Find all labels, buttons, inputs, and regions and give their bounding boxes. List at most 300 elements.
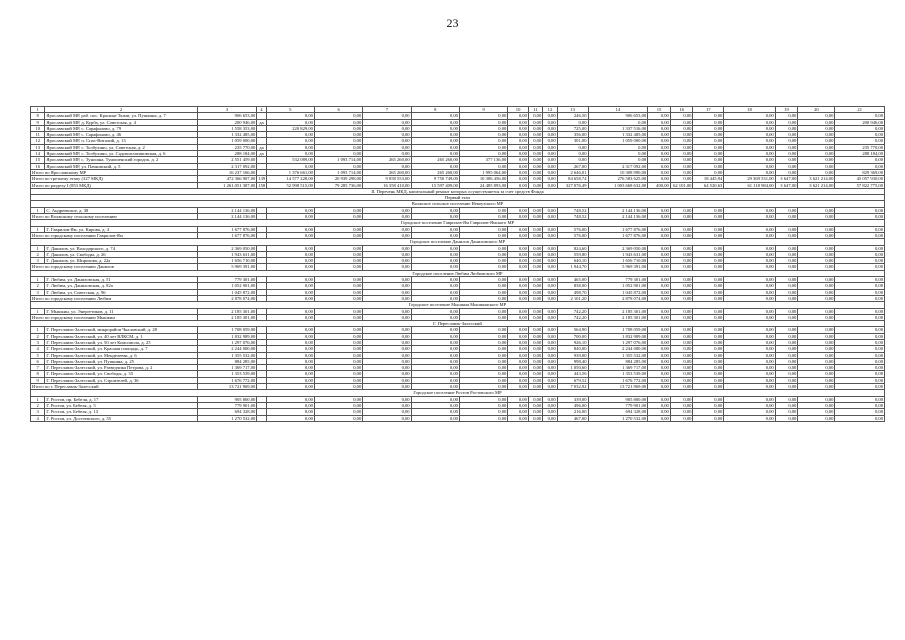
table-body (31, 107, 885, 422)
table-cell: 377 136,00 (459, 157, 507, 163)
table-cell: 2 185 301,00 (197, 308, 257, 314)
table-cell: 0,00 (528, 402, 542, 408)
table-cell: 1 677 876,00 (197, 232, 257, 238)
subtotal-label: Итого по городскому поселению Любим (31, 295, 198, 301)
table-cell: 0,00 (411, 277, 459, 283)
table-cell: 0,00 (648, 144, 671, 150)
address-cell: Ярославский МР, п. Спас-Виталий, д. 13 (45, 138, 197, 144)
column-header: 8 (411, 107, 459, 113)
table-cell: 0,00 (648, 245, 671, 251)
table-cell: 0,00 (798, 113, 835, 119)
address-cell: Ярославский МР, ул. Пачковский, д. 5 (45, 163, 197, 169)
table-cell: 0,00 (266, 358, 314, 364)
table-cell: 0,00 (459, 151, 507, 157)
table-cell: 0,00 (411, 144, 459, 150)
table-cell: 235 770,00 (835, 144, 885, 150)
table-cell: 62 101,00 (670, 182, 693, 188)
table-cell: 0,00 (266, 138, 314, 144)
table-cell: 0,00 (648, 371, 671, 377)
table-cell: 0,00 (459, 352, 507, 358)
table-cell: 0,00 (508, 182, 529, 188)
table-cell: 0,00 (775, 384, 798, 390)
table-cell: 0,00 (798, 258, 835, 264)
table-cell: 0,00 (693, 277, 724, 283)
table-cell: 0,00 (648, 289, 671, 295)
table-cell: 0,00 (798, 352, 835, 358)
table-cell: 2 101,20 (557, 295, 588, 301)
table-cell: 0,00 (528, 314, 542, 320)
row-number-cell: 1 (31, 327, 45, 333)
address-cell: Г. Гаврилов-Ям, ул. Кирова, д. 4 (45, 226, 197, 232)
table-cell: 0,00 (775, 245, 798, 251)
table-cell: 0,00 (693, 245, 724, 251)
table-cell: 0,00 (528, 365, 542, 371)
table-cell: 0,00 (724, 169, 775, 175)
table-cell: 5 969 391,00 (588, 264, 648, 270)
table-cell: 0,00 (670, 339, 693, 345)
table-cell: 0,00 (459, 207, 507, 213)
table-cell: 0,00 (266, 144, 314, 150)
table-cell: 57 822 775,00 (835, 182, 885, 188)
table-cell: 0,00 (543, 358, 557, 364)
table-cell: 1 337 516,00 (588, 125, 648, 131)
table-cell: 0,00 (798, 138, 835, 144)
table-cell: да (257, 119, 266, 125)
table-cell: 0,00 (363, 214, 411, 220)
table-cell: 0,00 (543, 415, 557, 421)
table-cell: 1 270 532,00 (197, 415, 257, 421)
table-cell: 0,00 (314, 264, 362, 270)
table-cell: 0,00 (528, 176, 542, 182)
table-cell: 905 800,00 (197, 396, 257, 402)
table-cell: 1 656 710,00 (588, 258, 648, 264)
table-cell: 0,00 (314, 138, 362, 144)
table-cell: 1 353 539,00 (588, 371, 648, 377)
table-cell: 2 185 301,00 (197, 314, 257, 320)
table-cell: 0,00 (543, 396, 557, 402)
table-cell: 29 369 531,00 (724, 176, 775, 182)
table-cell: 9 058 553,00 (363, 176, 411, 182)
table-cell: 0,00 (693, 384, 724, 390)
table-cell: 0,00 (459, 333, 507, 339)
program-table (30, 106, 885, 422)
table-cell: 0,00 (528, 377, 542, 383)
table-cell: 0,00 (670, 283, 693, 289)
address-cell: Г. Любим, ул. Даниловская, д. 51 (45, 277, 197, 283)
table-cell: 235 770,00 (197, 144, 257, 150)
table-cell: 0,00 (528, 251, 542, 257)
table-cell: 0,00 (528, 232, 542, 238)
row-number-cell: 3 (31, 289, 45, 295)
table-cell: 0,00 (798, 157, 835, 163)
table-cell: 0,00 (411, 333, 459, 339)
table-cell: 0,00 (363, 346, 411, 352)
table-cell: 0,00 (724, 346, 775, 352)
table-cell: 0,00 (266, 333, 314, 339)
table-cell: 0,00 (266, 264, 314, 270)
row-number-cell: 5 (31, 352, 45, 358)
table-cell: 0,00 (835, 289, 885, 295)
table-cell: 1 369 717,00 (197, 365, 257, 371)
table-cell: 0,00 (363, 352, 411, 358)
table-cell: 0,00 (363, 264, 411, 270)
table-cell: 679,52 (557, 377, 588, 383)
table-cell: 0,00 (798, 365, 835, 371)
table-cell: 0,00 (724, 157, 775, 163)
table-cell: 0,00 (459, 327, 507, 333)
column-header: 11 (528, 107, 542, 113)
table-cell: 0,00 (459, 132, 507, 138)
table-cell: 0,00 (459, 125, 507, 131)
table-cell: 61 118 984,00 (724, 182, 775, 188)
table-cell: 496,00 (557, 402, 588, 408)
table-cell: 694 328,00 (588, 409, 648, 415)
address-cell: С. Андреевское, д. 38 (45, 207, 197, 213)
table-cell: 0,00 (314, 119, 362, 125)
table-cell: 576,00 (557, 226, 588, 232)
table-cell: 0,00 (459, 402, 507, 408)
table-cell: 0,00 (314, 396, 362, 402)
address-cell: Г. Переславль-Залесский, ул. Свободы, д. 35 (45, 371, 197, 377)
table-cell: 0,00 (528, 138, 542, 144)
table-cell: 0,00 (363, 384, 411, 390)
table-cell: 2 144 136,00 (588, 214, 648, 220)
table-cell: 840,00 (557, 346, 588, 352)
table-cell: 1 093 714,00 (314, 169, 362, 175)
table-cell: 0,00 (670, 289, 693, 295)
table-cell: 0,00 (835, 163, 885, 169)
table-cell: 0,00 (693, 289, 724, 295)
table-cell: 0,00 (798, 402, 835, 408)
table-cell: 0,00 (798, 214, 835, 220)
table-cell: 472 366 907,00 (197, 176, 257, 182)
table-cell: 0,00 (266, 384, 314, 390)
table-cell: 0,00 (798, 207, 835, 213)
table-cell: 0,00 (775, 226, 798, 232)
section-title: Г. Переславль-Залесский (31, 321, 885, 327)
table-cell: 0,00 (508, 346, 529, 352)
table-cell: 0,00 (543, 182, 557, 188)
table-cell: 0,00 (508, 151, 529, 157)
table-cell: 0,00 (648, 365, 671, 371)
table-cell: 0,00 (528, 226, 542, 232)
table-cell: 559,80 (557, 251, 588, 257)
table-cell: 0,00 (411, 226, 459, 232)
table-cell: 0,00 (411, 384, 459, 390)
table-cell: 0,00 (648, 358, 671, 364)
table-cell: 0,00 (459, 346, 507, 352)
table-cell: 0,00 (508, 232, 529, 238)
table-cell: 24 485 893,00 (459, 182, 507, 188)
table-cell: 0,00 (543, 402, 557, 408)
table-cell: 0,00 (670, 226, 693, 232)
table-cell: 0,00 (648, 258, 671, 264)
table-cell: 906 653,00 (588, 113, 648, 119)
table-cell: 0,00 (724, 415, 775, 421)
table-cell: 265 260,00 (411, 169, 459, 175)
table-cell: да (257, 151, 266, 157)
table-cell: 13 721 969,00 (197, 384, 257, 390)
table-cell: 779 901,00 (588, 402, 648, 408)
table-cell: 0,00 (508, 214, 529, 220)
table-cell: 0,00 (798, 409, 835, 415)
table-cell: 0,00 (508, 144, 529, 150)
table-cell: 0,00 (798, 333, 835, 339)
table-cell: 0,00 (648, 339, 671, 345)
table-cell: 0,00 (670, 151, 693, 157)
table-cell: 0,00 (543, 119, 557, 125)
table-cell: 0,00 (798, 314, 835, 320)
table-cell: 0,00 (411, 289, 459, 295)
table-cell: 742,20 (557, 308, 588, 314)
table-cell: 356,00 (557, 132, 588, 138)
table-cell: 0,00 (508, 251, 529, 257)
table-cell: 0,00 (670, 119, 693, 125)
table-cell: 0,00 (363, 295, 411, 301)
table-cell: 0,00 (508, 258, 529, 264)
table-cell: 0,00 (314, 365, 362, 371)
table-cell: 14 577 228,00 (266, 176, 314, 182)
table-cell: 0,00 (835, 339, 885, 345)
table-cell: 246,50 (557, 113, 588, 119)
table-cell: 0,00 (670, 409, 693, 415)
table-cell: 0,00 (314, 277, 362, 283)
table-cell: 0,00 (528, 283, 542, 289)
table-cell: 0,00 (459, 371, 507, 377)
table-cell: 0,00 (363, 258, 411, 264)
table-cell: 0,00 (266, 365, 314, 371)
table-cell: 0,00 (798, 251, 835, 257)
table-cell: 0,00 (266, 113, 314, 119)
table-cell: 0,00 (835, 346, 885, 352)
table-cell: 0,00 (411, 358, 459, 364)
table-cell: 640,10 (557, 258, 588, 264)
table-cell: 0,00 (543, 163, 557, 169)
table-cell: 0,00 (266, 377, 314, 383)
table-cell: 0,00 (528, 214, 542, 220)
table-cell: 2 369 050,00 (197, 245, 257, 251)
table-cell: 0,00 (459, 264, 507, 270)
table-cell: 0,00 (411, 365, 459, 371)
column-header: 1 (31, 107, 45, 113)
table-cell: 15 597 409,00 (411, 182, 459, 188)
row-number-cell: 2 (31, 333, 45, 339)
table-cell: 1 832 989,00 (197, 333, 257, 339)
table-cell: 0,00 (411, 295, 459, 301)
address-cell: Г. Ростов, ул. Достоевского, д. 55 (45, 415, 197, 421)
table-cell: 0,00 (528, 132, 542, 138)
table-cell: 0,00 (724, 258, 775, 264)
address-cell: Г. Ростов, пр. Бебеля, д. 17 (45, 396, 197, 402)
table-cell: 0,00 (528, 113, 542, 119)
table-cell: 0,00 (557, 119, 588, 125)
row-number-cell: 4 (31, 415, 45, 421)
table-cell: 0,00 (314, 308, 362, 314)
table-cell: 0,00 (266, 163, 314, 169)
subtotal-label: Итого по городскому поселению Мышкин (31, 314, 198, 320)
table-cell: 79 285 736,00 (314, 182, 362, 188)
table-cell: 0,00 (835, 207, 885, 213)
address-cell: Г. Переславль-Залесский, ул. Строителей, д. 36 (45, 377, 197, 383)
table-cell: 0,00 (543, 144, 557, 150)
table-cell: 0,00 (543, 352, 557, 358)
table-cell: 0,00 (314, 232, 362, 238)
table-cell: 0,00 (543, 277, 557, 283)
table-cell: 0,00 (775, 251, 798, 257)
table-cell: 3 647,00 (775, 182, 798, 188)
table-cell: 0,00 (724, 277, 775, 283)
table-cell: 0,00 (363, 289, 411, 295)
table-cell: 0,00 (693, 415, 724, 421)
table-cell: 1 943 631,00 (588, 251, 648, 257)
table-cell: 0,00 (670, 314, 693, 320)
table-cell: 0,00 (670, 308, 693, 314)
table-cell: 0,00 (528, 264, 542, 270)
table-cell: 0,00 (798, 119, 835, 125)
table-cell: 2 646,01 (557, 169, 588, 175)
table-cell: 0,00 (835, 226, 885, 232)
table-cell: 0,00 (693, 163, 724, 169)
table-cell: 0,00 (411, 151, 459, 157)
table-cell: 0,00 (798, 339, 835, 345)
table-cell: 0,00 (724, 289, 775, 295)
table-cell: 0,00 (798, 415, 835, 421)
address-cell: Ярославский МР, д. Курба, ул. Советская, д. 4 (45, 119, 197, 125)
table-cell: 0,00 (648, 333, 671, 339)
table-cell: 0,00 (363, 251, 411, 257)
table-cell: 0,00 (798, 327, 835, 333)
table-cell: 0,00 (528, 384, 542, 390)
table-cell: 0,00 (363, 151, 411, 157)
table-cell: 0,00 (835, 113, 885, 119)
table-cell: 0,00 (648, 409, 671, 415)
table-cell: 0,00 (508, 402, 529, 408)
row-number-cell: 3 (31, 339, 45, 345)
table-cell: 0,00 (775, 113, 798, 119)
table-cell: 0,00 (508, 277, 529, 283)
table-cell: 0,00 (670, 346, 693, 352)
table-cell: 0,00 (459, 358, 507, 364)
table-cell: 0,00 (266, 352, 314, 358)
table-cell: 0,00 (693, 258, 724, 264)
table-cell: 1 943 631,00 (197, 251, 257, 257)
column-header: 13 (557, 107, 588, 113)
table-cell: 0,00 (411, 232, 459, 238)
table-cell: 1 676 772,00 (588, 377, 648, 383)
table-cell: 0,00 (266, 119, 314, 125)
table-cell: 0,00 (693, 232, 724, 238)
table-cell: 0,00 (693, 396, 724, 402)
row-number-cell: 16 (31, 163, 45, 169)
table-cell: 0,00 (508, 308, 529, 314)
table-cell: 824,60 (557, 245, 588, 251)
table-cell: 0,00 (648, 327, 671, 333)
table-cell: 838,00 (557, 283, 588, 289)
address-cell: Г. Данилов, ул. Свободы, д. 26 (45, 251, 197, 257)
table-cell: 2 144 136,00 (588, 207, 648, 213)
table-cell: 0,00 (508, 125, 529, 131)
table-cell: 5 969 391,00 (197, 264, 257, 270)
table-cell: 0,00 (648, 396, 671, 402)
table-cell: 0,00 (670, 125, 693, 131)
table-cell: 0,00 (648, 113, 671, 119)
table-cell: 0,00 (648, 163, 671, 169)
table-cell: 0,00 (693, 377, 724, 383)
table-cell: 0,00 (508, 314, 529, 320)
table-cell: 1 995 064,00 (459, 169, 507, 175)
table-cell: 0,00 (724, 402, 775, 408)
table-cell: 0,00 (724, 327, 775, 333)
table-cell: 926,10 (557, 339, 588, 345)
table-cell: 0,00 (363, 333, 411, 339)
table-cell: 2 144 136,00 (197, 214, 257, 220)
table-cell: 0,00 (508, 384, 529, 390)
table-cell: 45 057 930,00 (835, 176, 885, 182)
row-number-cell: 2 (31, 251, 45, 257)
table-cell: 0,00 (724, 138, 775, 144)
table-cell: 0,00 (670, 358, 693, 364)
table-cell: 0,00 (363, 358, 411, 364)
table-cell: 748,52 (557, 214, 588, 220)
table-cell: 0,00 (528, 169, 542, 175)
table-cell: 0,00 (648, 138, 671, 144)
table-cell: 0,00 (693, 264, 724, 270)
table-cell: 0,00 (363, 371, 411, 377)
table-cell: 0,00 (363, 327, 411, 333)
table-cell: 0,00 (648, 226, 671, 232)
column-header: 9 (459, 107, 507, 113)
table-cell: 0,00 (543, 176, 557, 182)
column-header: 19 (775, 107, 798, 113)
table-cell: 0,00 (835, 132, 885, 138)
section-title: Городское поселение Данилов Даниловского МР (31, 239, 885, 245)
table-cell: 0,00 (724, 151, 775, 157)
table-cell: 0,00 (543, 371, 557, 377)
table-cell: 0,00 (835, 125, 885, 131)
table-cell: 1 376 661,00 (266, 169, 314, 175)
table-cell: 0,00 (528, 289, 542, 295)
table-cell: 0,00 (363, 314, 411, 320)
table-cell: 0,00 (670, 365, 693, 371)
column-header: 14 (588, 107, 648, 113)
table-cell: 0,00 (693, 125, 724, 131)
table-cell: 0,00 (835, 232, 885, 238)
table-cell: 465,00 (557, 277, 588, 283)
table-cell: 0,00 (835, 396, 885, 402)
table-cell: 564,90 (557, 327, 588, 333)
table-cell: 1 676 772,00 (197, 377, 257, 383)
table-cell: 0,00 (693, 226, 724, 232)
table-cell: 0,00 (543, 346, 557, 352)
table-cell: 0,00 (693, 327, 724, 333)
table-cell: 0,00 (775, 138, 798, 144)
table-cell: 0,00 (543, 157, 557, 163)
table-cell: 139 (258, 176, 266, 182)
table-cell: 200 946,00 (197, 119, 257, 125)
table-cell: 0,00 (543, 132, 557, 138)
table-cell: 16 237 166,00 (197, 169, 257, 175)
table-cell: 0,00 (411, 402, 459, 408)
table-cell: 0,00 (528, 157, 542, 163)
table-cell: 0,00 (648, 352, 671, 358)
table-cell: 0,00 (835, 352, 885, 358)
table-cell: 0,00 (411, 339, 459, 345)
table-cell: 0,00 (363, 377, 411, 383)
table-cell: 0,00 (314, 251, 362, 257)
table-cell: 2 369 050,00 (588, 245, 648, 251)
table-cell: 0,00 (508, 132, 529, 138)
table-cell: 0,00 (693, 365, 724, 371)
